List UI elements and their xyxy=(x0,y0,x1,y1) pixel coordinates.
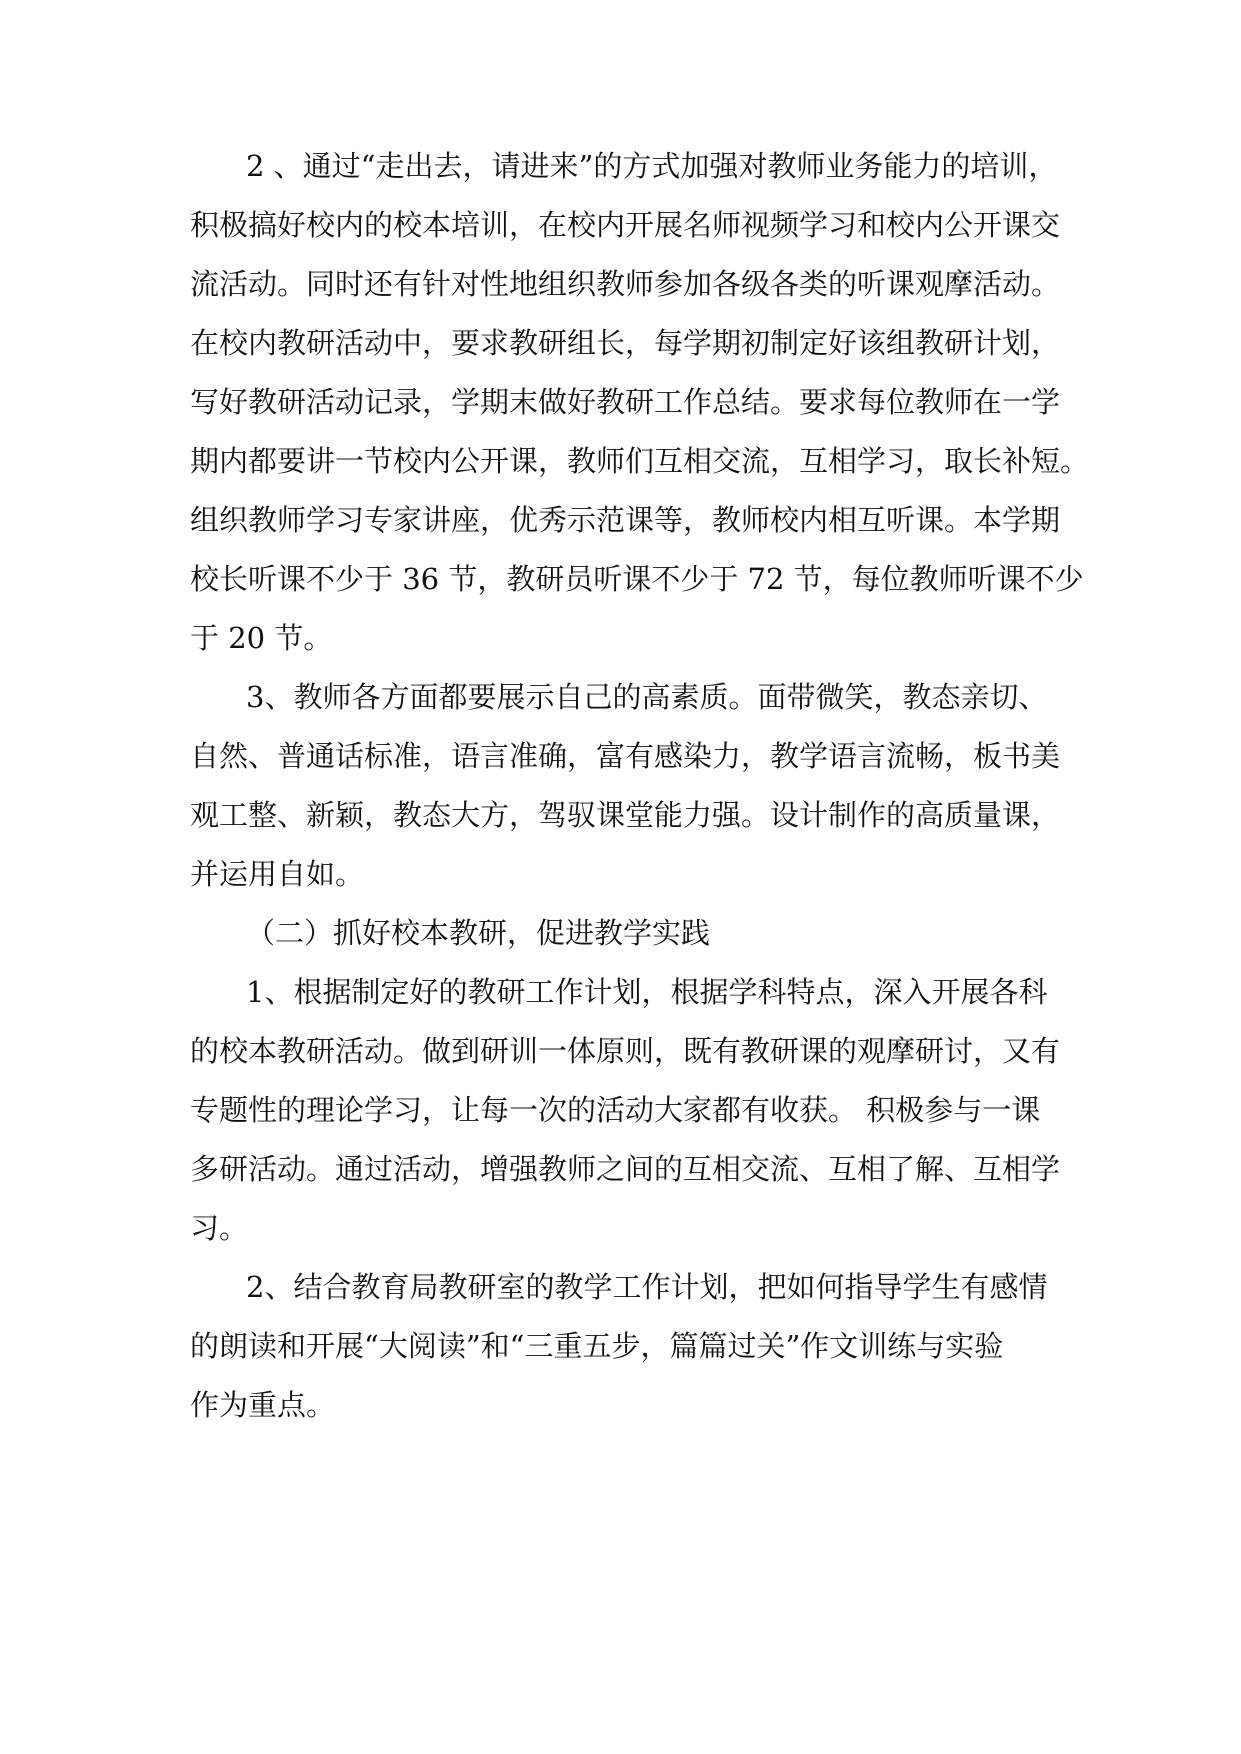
paragraph-line: 积极搞好校内的校本培训，在校内开展名师视频学习和校内公开课交 xyxy=(190,208,1061,242)
paragraph-line: 观工整、新颖，教态大方，驾驭课堂能力强。设计制作的高质量课， xyxy=(190,798,1061,832)
paragraph-line: 2 、通过“走出去，请进来”的方式加强对教师业务能力的培训， xyxy=(246,149,1058,183)
paragraph-line: 的校本教研活动。做到研训一体原则，既有教研课的观摩研讨，又有 xyxy=(190,1034,1061,1068)
paragraph-line: 作为重点。 xyxy=(190,1388,336,1422)
paragraph-line: 3、教师各方面都要展示自己的高素质。面带微笑，教态亲切、 xyxy=(246,680,1048,714)
paragraph-line: 的朗读和开展“大阅读”和“三重五步，篇篇过关”作文训练与实验 xyxy=(190,1329,1004,1363)
paragraph-line: 在校内教研活动中，要求教研组长，每学期初制定好该组教研计划， xyxy=(190,326,1061,360)
paragraph-line: 期内都要讲一节校内公开课，教师们互相交流，互相学习，取长补短。 xyxy=(190,444,1090,478)
paragraph-line: 流活动。同时还有针对性地组织教师参加各级各类的听课观摩活动。 xyxy=(190,267,1061,301)
paragraph-line: 写好教研活动记录，学期末做好教研工作总结。要求每位教师在一学 xyxy=(190,385,1061,419)
paragraph-line: 2、结合教育局教研室的教学工作计划，把如何指导学生有感情 xyxy=(246,1270,1048,1304)
paragraph-line: 多研活动。通过活动，增强教师之间的互相交流、互相了解、互相学 xyxy=(190,1152,1061,1186)
paragraph-line: 自然、普通话标准，语言准确，富有感染力，教学语言流畅，板书美 xyxy=(190,739,1061,773)
paragraph-line: 组织教师学习专家讲座，优秀示范课等，教师校内相互听课。本学期 xyxy=(190,503,1061,537)
paragraph-line: 专题性的理论学习，让每一次的活动大家都有收获。 积极参与一课 xyxy=(190,1093,1041,1127)
paragraph-line: 并运用自如。 xyxy=(190,857,365,891)
paragraph-line: 校长听课不少于 36 节，教研员听课不少于 72 节，每位教师听课不少 xyxy=(190,562,1084,596)
paragraph-line: 习。 xyxy=(190,1211,249,1245)
paragraph-line: 1、根据制定好的教研工作计划，根据学科特点，深入开展各科 xyxy=(246,975,1048,1009)
section-heading: （二）抓好校本教研，促进教学实践 xyxy=(246,916,711,950)
paragraph-line: 于 20 节。 xyxy=(190,621,333,655)
